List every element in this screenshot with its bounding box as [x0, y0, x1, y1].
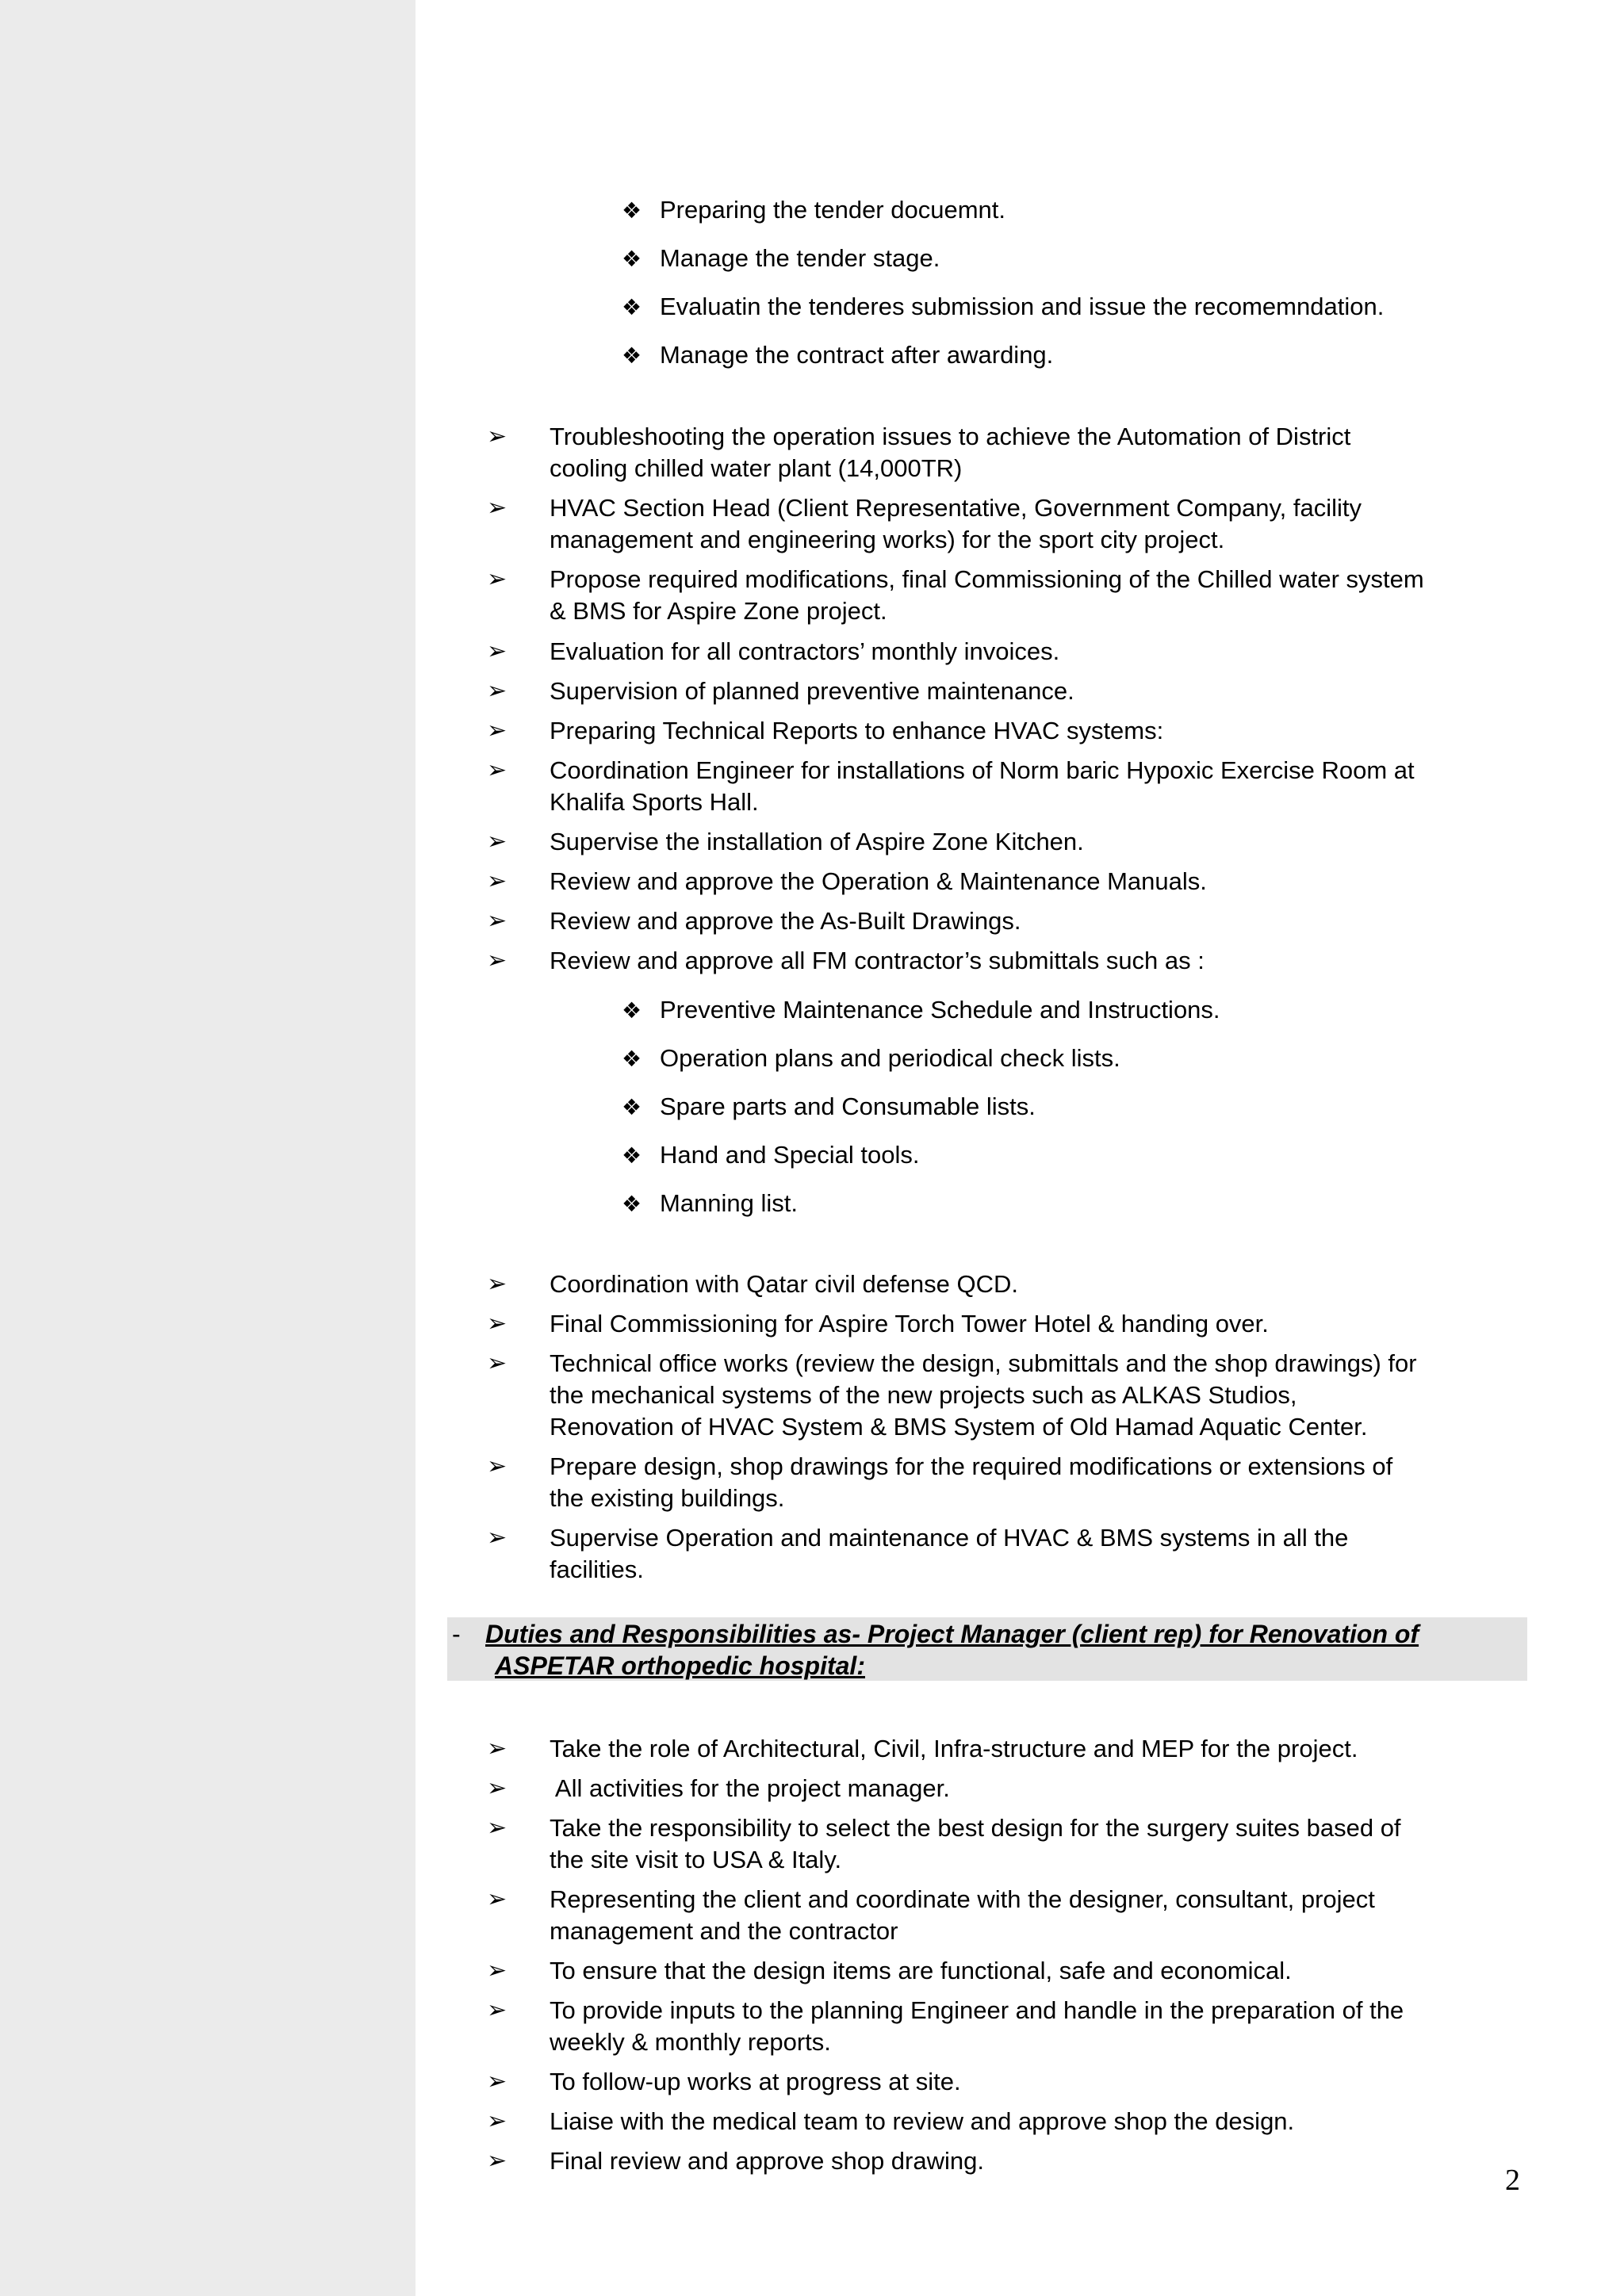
arrow-bullet-icon: ➢ — [487, 423, 508, 450]
arrow-bullet-icon: ➢ — [487, 2108, 508, 2134]
arrow-bullet-icon: ➢ — [487, 678, 508, 704]
diamond-bullet-icon: ❖ — [622, 295, 642, 320]
list-item: ❖ Hand and Special tools. — [622, 1139, 919, 1172]
arrow-bullet-icon: ➢ — [487, 1815, 508, 1841]
arrow-bullet-icon: ➢ — [487, 1350, 508, 1376]
arrow-bullet-icon: ➢ — [487, 2068, 508, 2095]
arrow-bullet-icon: ➢ — [487, 638, 508, 664]
list-item: ❖ Operation plans and periodical check lists. — [622, 1043, 1120, 1075]
diamond-bullet-icon: ❖ — [622, 998, 642, 1023]
page-number: 2 — [1505, 2164, 1520, 2197]
arrow-bullet-icon: ➢ — [487, 1775, 508, 1801]
diamond-bullet-icon: ❖ — [622, 1047, 642, 1071]
list-item: ❖ Evaluatin the tenderes submission and issue the recomemndation. — [622, 291, 1384, 323]
arrow-bullet-icon: ➢ — [487, 947, 508, 974]
diamond-bullet-icon: ❖ — [622, 247, 642, 271]
section-heading-dash: - — [452, 1620, 461, 1648]
arrow-bullet-icon: ➢ — [487, 1997, 508, 2023]
diamond-bullet-icon: ❖ — [622, 1192, 642, 1216]
arrow-bullet-icon: ➢ — [487, 757, 508, 783]
arrow-bullet-icon: ➢ — [487, 1525, 508, 1551]
arrow-bullet-icon: ➢ — [487, 1957, 508, 1984]
list-item: ❖ Manning list. — [622, 1188, 798, 1220]
list-item: ❖ Manage the contract after awarding. — [622, 339, 1053, 372]
arrow-bullet-icon: ➢ — [487, 1271, 508, 1297]
arrow-bullet-icon: ➢ — [487, 1311, 508, 1337]
arrow-bullet-icon: ➢ — [487, 1735, 508, 1762]
list-item: ❖ Manage the tender stage. — [622, 243, 940, 275]
arrow-bullet-icon: ➢ — [487, 566, 508, 592]
arrow-bullet-icon: ➢ — [487, 908, 508, 934]
diamond-bullet-icon: ❖ — [622, 198, 642, 223]
arrow-bullet-icon: ➢ — [487, 495, 508, 521]
list-item: ❖ Preventive Maintenance Schedule and Instructions. — [622, 994, 1220, 1027]
arrow-bullet-icon: ➢ — [487, 2148, 508, 2174]
arrow-bullet-icon: ➢ — [487, 1886, 508, 1912]
list-item: ❖ Preparing the tender docuemnt. — [622, 194, 1005, 227]
arrow-bullet-icon: ➢ — [487, 718, 508, 744]
list-item: ❖ Spare parts and Consumable lists. — [622, 1091, 1036, 1123]
arrow-bullet-icon: ➢ — [487, 868, 508, 894]
diamond-bullet-icon: ❖ — [622, 1095, 642, 1119]
arrow-bullet-icon: ➢ — [487, 828, 508, 855]
diamond-bullet-icon: ❖ — [622, 343, 642, 368]
section-heading: Duties and Responsibilities as- Project Manager (client rep) for Renovation of ASPETAR orthopedic hospital: — [485, 1620, 1419, 1680]
document-page: ❖ Preparing the tender docuemnt. ❖ Manage the tender stage. ❖ Evaluatin the tenderes submission and issue the recomemndation. ❖ Manage the contract after awarding. ➢ Troubleshooting the operation issues to achieve the Automation of District cooling chilled water plant (14,000TR) ➢ HVAC Section Head (Client Representative, Government Company, facility management and engineering works) for the sport city project. ➢ Propose required modifications, final Commissioning of the Chilled water system & BMS for Aspire Zone project. ➢ Evaluation for all contractors’ monthly invoices. ➢ Supervision of planned preventive maintenance. ➢ Preparing Technical Reports to enhance HVAC systems: ➢ Coordination Engineer for installations of Norm baric Hypoxic Exercise Room at Khalifa Sports Hall. ➢ Supervise the installation of Aspire Zone Kitchen. ➢ Review and approve the Operation & Maintenance Manuals. ➢ Review and approve the As-Built Drawings. ➢ Review and approve all FM contractor’s submittals such as : ❖ Preventive Maintenance Schedule and Instructions. ❖ Operation plans and periodical check lists. ❖ Spare parts and Consumable lists. ❖ Hand and Special tools. ❖ Manning list. ➢ Coordination with Qatar civil defense QCD. ➢ Final Commissioning for Aspire Torch Tower Hotel & handing over. ➢ Technical office works (review the design, submittals and the shop drawings) for the mechanical systems of the new projects such as ALKAS Studios, Renovation of HVAC System & BMS System of Old Hamad Aquatic Center. ➢ Prepare design, shop drawings for the required modifications or extensions of the existing buildings. ➢ Supervise Operation and maintenance of HVAC & BMS systems in all the facilities. - Duties and Responsibilities as- Project Manager (client rep) for Renovation of ASPETAR orthopedic hospital: ➢ Take the role of Architectural, Civil, Infra-structure and MEP for the project. ➢ All activities for the project manager. ➢ Take the responsibility to select the best design for the surgery suites based of the site visit to USA & Italy. ➢ Representing the client and coordinate with the designer, consultant, project management and the contractor ➢ To ensure that the design items are functional, safe and economical. ➢ To provide inputs to the planning Engineer and handle in the preparation of the weekly & monthly reports. ➢ To follow-up works at progress at site. ➢ Liaise with the medical team to review and approve shop the design. ➢ Final review and approve shop drawing. 2 — [0, 0, 1624, 2296]
diamond-bullet-icon: ❖ — [622, 1143, 642, 1168]
arrow-bullet-icon: ➢ — [487, 1453, 508, 1479]
